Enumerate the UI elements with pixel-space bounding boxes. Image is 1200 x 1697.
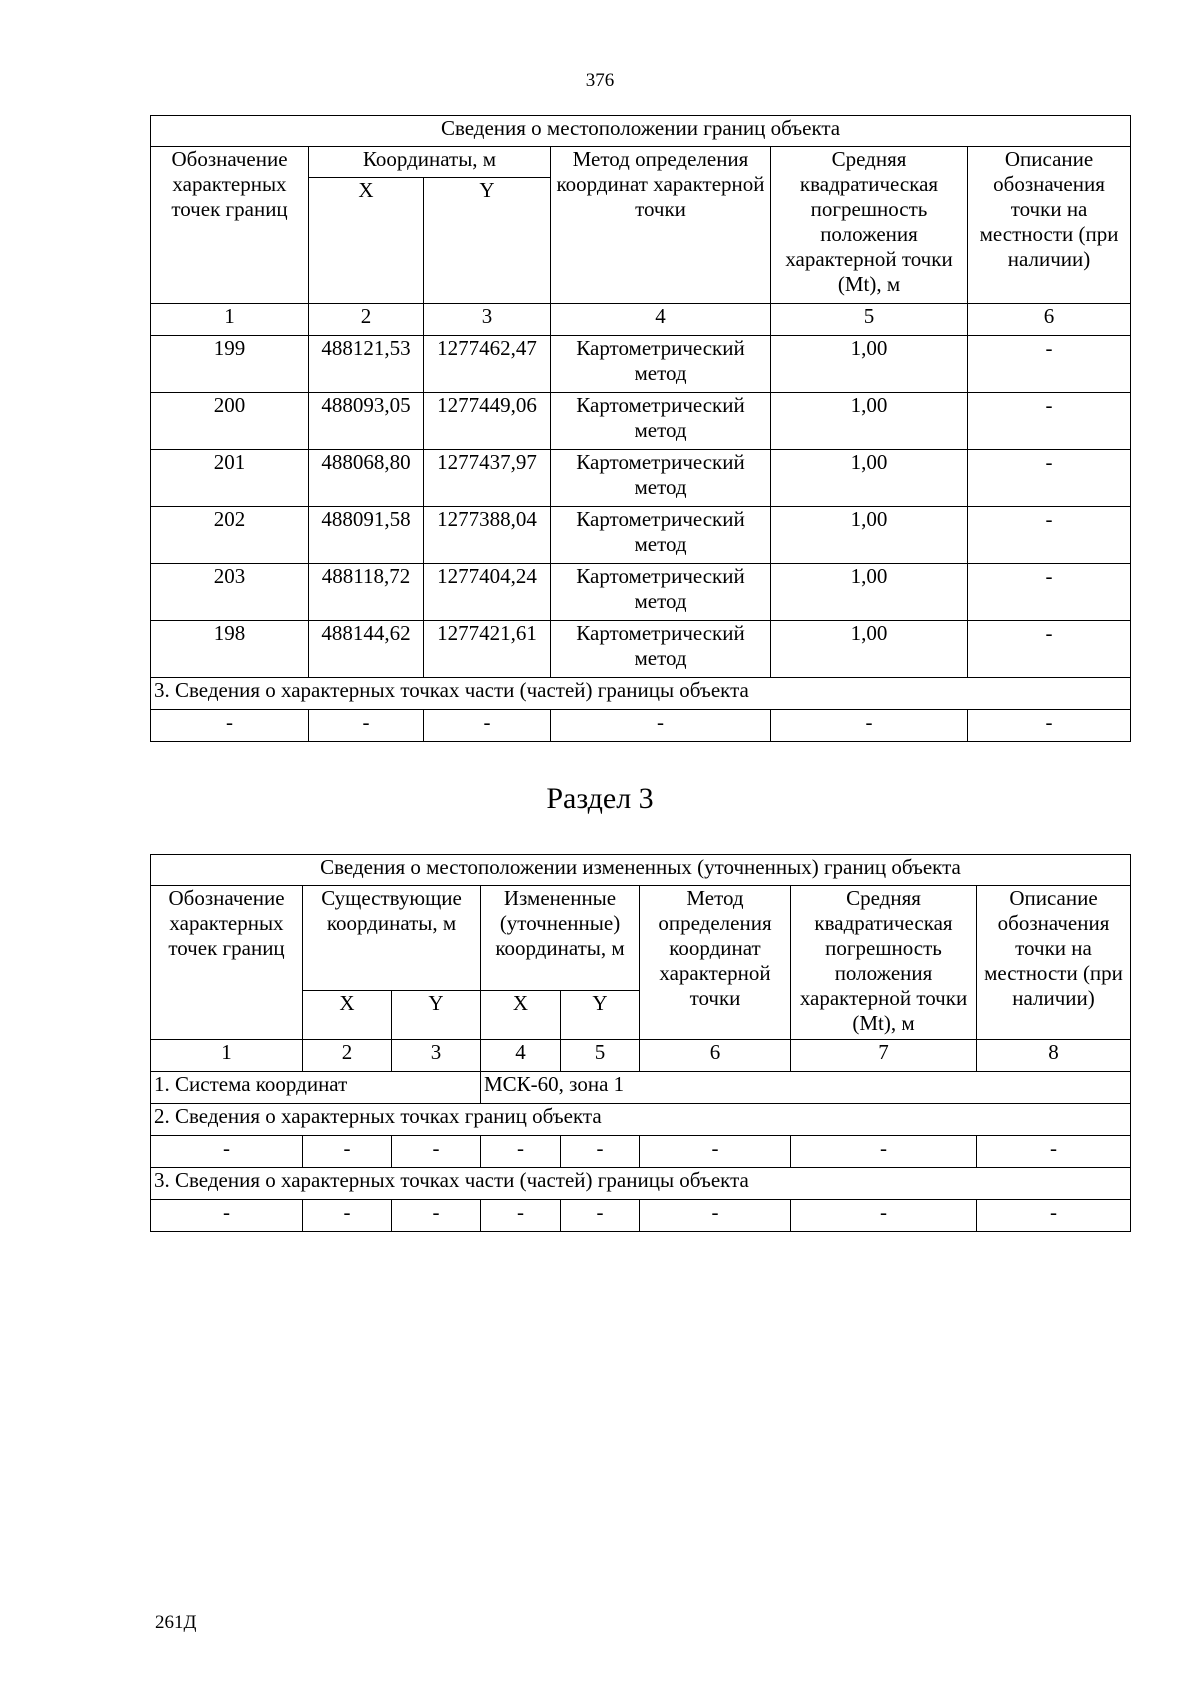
column-number: 2 [303, 1040, 392, 1072]
method: Картометрический метод [551, 450, 771, 507]
coord-y: 1277421,61 [424, 621, 551, 678]
table-row [151, 450, 1131, 507]
header-method: Метод определения координат характерной точки [640, 886, 791, 1040]
empty-cell: - [977, 1136, 1131, 1168]
empty-cell: - [791, 1200, 977, 1232]
header-point-designation: Обозначение характерных точек границ [151, 147, 309, 304]
table-row [151, 507, 1131, 564]
method: Картометрический метод [551, 564, 771, 621]
accuracy: 1,00 [771, 336, 968, 393]
column-number: 1 [151, 1040, 303, 1072]
table-row [151, 621, 1131, 678]
column-number: 3 [424, 304, 551, 336]
empty-cell: - [392, 1200, 481, 1232]
header-changed-coordinates: Измененные (уточненные) координаты, м [481, 886, 640, 991]
coord-y: 1277437,97 [424, 450, 551, 507]
table-row [151, 564, 1131, 621]
point-id: 199 [151, 336, 309, 393]
point-id: 198 [151, 621, 309, 678]
description: - [968, 564, 1131, 621]
header-changed-y: Y [561, 991, 640, 1040]
header-point-designation: Обозначение характерных точек границ [151, 886, 303, 1040]
column-number: 4 [551, 304, 771, 336]
empty-cell: - [791, 1136, 977, 1168]
point-id: 201 [151, 450, 309, 507]
point-id: 200 [151, 393, 309, 450]
empty-cell: - [968, 710, 1131, 742]
empty-cell: - [151, 1136, 303, 1168]
empty-cell: - [309, 710, 424, 742]
accuracy: 1,00 [771, 393, 968, 450]
empty-cell: - [640, 1200, 791, 1232]
column-number-row [151, 1040, 1131, 1072]
coord-y: 1277388,04 [424, 507, 551, 564]
empty-cell: - [151, 1200, 303, 1232]
parts-row [151, 1200, 1131, 1232]
header-accuracy: Средняя квадратическая погрешность положения характерной точки (Mt), м [771, 147, 968, 304]
column-number: 4 [481, 1040, 561, 1072]
method: Картометрический метод [551, 507, 771, 564]
column-number: 7 [791, 1040, 977, 1072]
empty-cell: - [303, 1136, 392, 1168]
accuracy: 1,00 [771, 564, 968, 621]
accuracy: 1,00 [771, 621, 968, 678]
column-number: 6 [640, 1040, 791, 1072]
coord-system-value: МСК-60, зона 1 [481, 1072, 1131, 1104]
column-number: 3 [392, 1040, 481, 1072]
accuracy: 1,00 [771, 450, 968, 507]
empty-cell: - [640, 1136, 791, 1168]
table-row [151, 336, 1131, 393]
parts-section-label: 3. Сведения о характерных точках части (частей) границы объекта [151, 1168, 1131, 1200]
table-row [151, 393, 1131, 450]
footer-code: 261Д [155, 1612, 197, 1633]
coord-x: 488068,80 [309, 450, 424, 507]
description: - [968, 450, 1131, 507]
empty-cell: - [977, 1200, 1131, 1232]
parts-section-label: 3. Сведения о характерных точках части (частей) границы объекта [151, 678, 1131, 710]
header-description: Описание обозначения точки на местности (при наличии) [968, 147, 1131, 304]
empty-cell: - [561, 1136, 640, 1168]
page-number: 376 [585, 70, 615, 91]
coord-y: 1277449,06 [424, 393, 551, 450]
empty-cell: - [561, 1200, 640, 1232]
section-heading: Раздел 3 [546, 782, 654, 815]
empty-cell: - [424, 710, 551, 742]
coord-x: 488121,53 [309, 336, 424, 393]
coord-y: 1277462,47 [424, 336, 551, 393]
method: Картометрический метод [551, 336, 771, 393]
header-existing-y: Y [392, 991, 481, 1040]
column-number: 1 [151, 304, 309, 336]
header-coordinates: Координаты, м [309, 147, 551, 178]
column-number-row [151, 304, 1131, 336]
description: - [968, 393, 1131, 450]
empty-cell: - [481, 1136, 561, 1168]
header-existing-x: X [303, 991, 392, 1040]
points-section-label: 2. Сведения о характерных точках границ объекта [151, 1104, 1131, 1136]
coord-system-row [151, 1072, 1131, 1104]
method: Картометрический метод [551, 621, 771, 678]
point-id: 202 [151, 507, 309, 564]
table-title: Сведения о местоположении границ объекта [151, 116, 1131, 147]
coord-y: 1277404,24 [424, 564, 551, 621]
point-id: 203 [151, 564, 309, 621]
coord-system-label: 1. Система координат [151, 1072, 481, 1104]
header-method: Метод определения координат характерной точки [551, 147, 771, 304]
header-description: Описание обозначения точки на местности (при наличии) [977, 886, 1131, 1040]
empty-cell: - [151, 710, 309, 742]
boundary-location-table [150, 115, 1131, 742]
parts-row [151, 710, 1131, 742]
empty-cell: - [551, 710, 771, 742]
description: - [968, 507, 1131, 564]
header-x: X [309, 178, 424, 304]
empty-cell: - [481, 1200, 561, 1232]
accuracy: 1,00 [771, 507, 968, 564]
column-number: 2 [309, 304, 424, 336]
empty-cell: - [392, 1136, 481, 1168]
coord-x: 488091,58 [309, 507, 424, 564]
table-title: Сведения о местоположении измененных (уточненных) границ объекта [151, 855, 1131, 886]
header-changed-x: X [481, 991, 561, 1040]
empty-cell: - [303, 1200, 392, 1232]
coord-x: 488093,05 [309, 393, 424, 450]
empty-cell: - [771, 710, 968, 742]
column-number: 8 [977, 1040, 1131, 1072]
column-number: 6 [968, 304, 1131, 336]
column-number: 5 [561, 1040, 640, 1072]
coord-x: 488118,72 [309, 564, 424, 621]
coord-x: 488144,62 [309, 621, 424, 678]
points-row [151, 1136, 1131, 1168]
description: - [968, 336, 1131, 393]
header-accuracy: Средняя квадратическая погрешность положения характерной точки (Mt), м [791, 886, 977, 1040]
header-existing-coordinates: Существующие координаты, м [303, 886, 481, 991]
description: - [968, 621, 1131, 678]
changed-boundary-table [150, 854, 1131, 1232]
header-y: Y [424, 178, 551, 304]
method: Картометрический метод [551, 393, 771, 450]
column-number: 5 [771, 304, 968, 336]
